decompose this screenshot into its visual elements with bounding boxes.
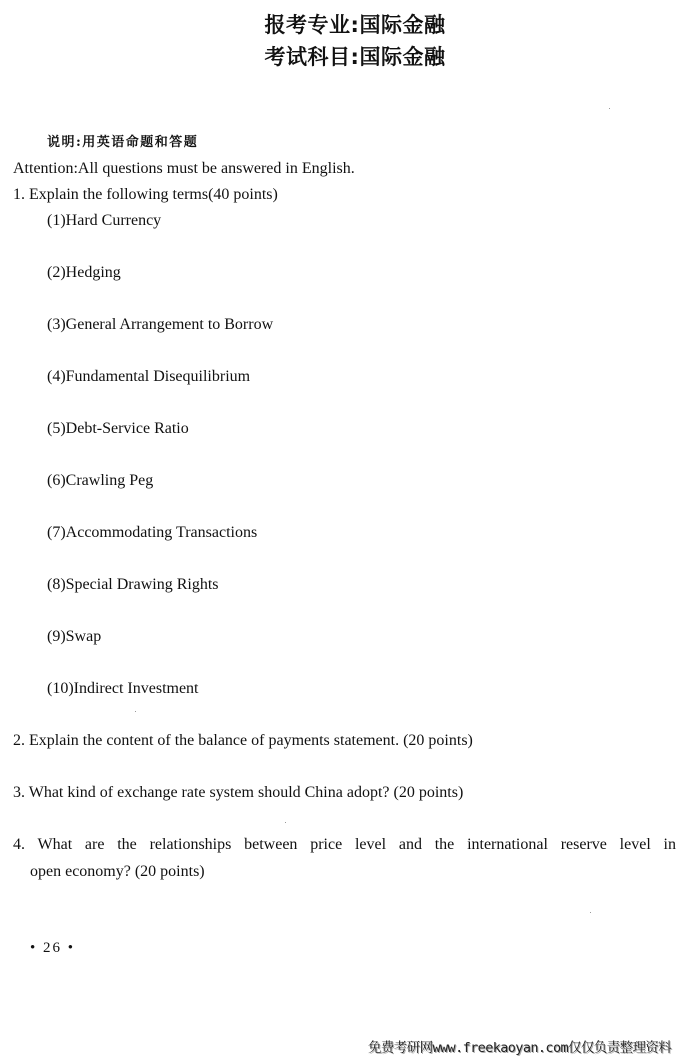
scan-speck — [609, 108, 610, 109]
question-4: 4. What are the relationships between price level and the international reserve level in — [13, 836, 676, 853]
question-4-continuation: open economy? (20 points) — [30, 863, 205, 880]
watermark-text: 免费考研网www.freekaoyan.com仅仅负责整理资料 — [368, 1040, 672, 1056]
scan-speck — [285, 822, 286, 823]
question-3: 3. What kind of exchange rate system should China adopt? (20 points) — [13, 784, 464, 801]
question-1: 1. Explain the following terms(40 points) — [13, 186, 278, 203]
term-item: (1)Hard Currency — [47, 212, 162, 229]
term-item: (8)Special Drawing Rights — [47, 576, 219, 593]
term-item: (2)Hedging — [47, 264, 121, 281]
term-item: (7)Accommodating Transactions — [47, 524, 258, 541]
attention-text: Attention:All questions must be answered in English. — [13, 160, 355, 177]
major-title: 报考专业:国际金融 — [264, 13, 446, 37]
term-item: (3)General Arrangement to Borrow — [47, 316, 274, 333]
question-2: 2. Explain the content of the balance of payments statement. (20 points) — [13, 732, 473, 749]
scan-speck — [135, 711, 136, 712]
term-item: (5)Debt-Service Ratio — [47, 420, 189, 437]
term-item: (6)Crawling Peg — [47, 472, 154, 489]
term-item: (9)Swap — [47, 628, 102, 645]
scan-speck — [590, 912, 591, 913]
term-item: (10)Indirect Investment — [47, 680, 199, 697]
subject-title: 考试科目:国际金融 — [264, 45, 446, 69]
page-number: • 26 • — [30, 940, 76, 956]
term-item: (4)Fundamental Disequilibrium — [47, 368, 251, 385]
instruction-note: 说明:用英语命题和答题 — [47, 135, 199, 150]
